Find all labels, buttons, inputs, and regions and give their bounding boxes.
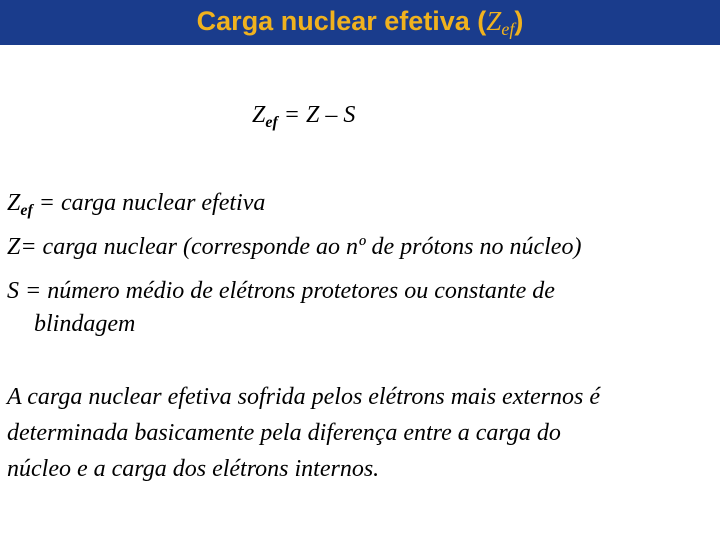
formula-subscript: ef xyxy=(265,114,278,131)
title-z: Z xyxy=(486,6,502,36)
formula-z: Z xyxy=(252,102,266,128)
definition-s-line2: blindagem xyxy=(34,311,136,337)
paragraph-line-2: determinada basicamente pela diferença entre a carga do xyxy=(7,420,561,446)
definition-s-line1: S = número médio de elétrons protetores ou constante de xyxy=(7,278,555,304)
definition-zef xyxy=(7,190,265,217)
paragraph-line-3: núcleo e a carga dos elétrons internos. xyxy=(7,456,380,482)
paragraph-line-1: A carga nuclear efetiva sofrida pelos elétrons mais externos é xyxy=(7,384,601,410)
definition-z: Z= carga nuclear (corresponde ao nº de prótons no núcleo) xyxy=(7,234,582,260)
title-close-paren: ) xyxy=(514,6,524,36)
definition-zef-subscript: ef xyxy=(20,202,33,219)
formula xyxy=(252,102,355,129)
slide-title xyxy=(0,0,720,45)
definition-zef-z: Z xyxy=(7,190,21,216)
formula-rhs: = Z – S xyxy=(277,102,356,128)
definition-zef-text: = carga nuclear efetiva xyxy=(32,190,266,216)
title-text: Carga nuclear efetiva ( xyxy=(196,6,487,36)
title-subscript: ef xyxy=(501,19,515,39)
